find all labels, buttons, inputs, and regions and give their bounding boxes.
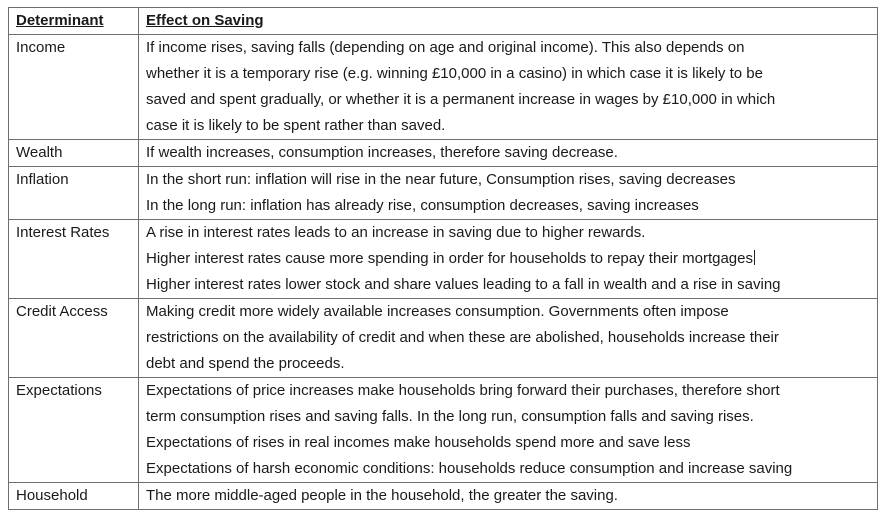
effect-line: whether it is a temporary rise (e.g. winning £10,000 in a casino) in which case it is likely to be [146,65,763,82]
table-header-row [9,8,878,35]
determinant-cell: Expectations [9,378,139,483]
effect-cell [139,483,878,510]
effect-line: case it is likely to be spent rather than saved. [146,117,446,134]
header-effect-on-saving: Effect on Saving [146,12,264,29]
effect-line: Making credit more widely available increases consumption. Governments often impose [146,303,729,320]
effect-line: The more middle-aged people in the household, the greater the saving. [146,487,618,504]
determinant-cell: Inflation [9,167,139,220]
saving-determinants-table [8,7,878,510]
header-cell-effect [139,8,878,35]
effect-cell [139,378,878,483]
table-row-household [9,483,878,510]
effect-line: term consumption rises and saving falls. In the long run, consumption falls and saving rises. [146,408,754,425]
header-cell-determinant [9,8,139,35]
text-cursor [754,250,755,265]
effect-line: If income rises, saving falls (depending on age and original income). This also depends on [146,39,745,56]
determinant-cell: Income [9,35,139,140]
header-determinant: Determinant [16,12,104,29]
effect-cell [139,140,878,167]
determinant-cell: Wealth [9,140,139,167]
effect-cell [139,35,878,140]
effect-line: In the short run: inflation will rise in the near future, Consumption rises, saving decreases [146,171,736,188]
effect-line-with-cursor [146,246,871,272]
effect-line: Expectations of price increases make households bring forward their purchases, therefore short [146,382,780,399]
effect-line: debt and spend the proceeds. [146,355,345,372]
effect-cell [139,167,878,220]
determinant-cell: Credit Access [9,299,139,378]
table-row-inflation [9,167,878,220]
table-row-income [9,35,878,140]
effect-cell [139,220,878,299]
table-row-expectations [9,378,878,483]
effect-line: Expectations of rises in real incomes make households spend more and save less [146,434,691,451]
table-row-interest-rates [9,220,878,299]
determinant-cell: Household [9,483,139,510]
effect-line: A rise in interest rates leads to an increase in saving due to higher rewards. [146,224,646,241]
effect-line: Expectations of harsh economic conditions: households reduce consumption and increase saving [146,460,793,477]
effect-line: Higher interest rates lower stock and share values leading to a fall in wealth and a rise in saving [146,276,781,293]
table-row-wealth [9,140,878,167]
effect-cell [139,299,878,378]
table-row-credit-access [9,299,878,378]
effect-line: saved and spent gradually, or whether it is a permanent increase in wages by £10,000 in which [146,91,776,108]
effect-line: In the long run: inflation has already rise, consumption decreases, saving increases [146,197,699,214]
effect-line-text: Higher interest rates cause more spending in order for households to repay their mortgages [146,250,753,267]
effect-line: If wealth increases, consumption increases, therefore saving decrease. [146,144,618,161]
effect-line: restrictions on the availability of credit and when these are abolished, households increase their [146,329,779,346]
determinant-cell: Interest Rates [9,220,139,299]
